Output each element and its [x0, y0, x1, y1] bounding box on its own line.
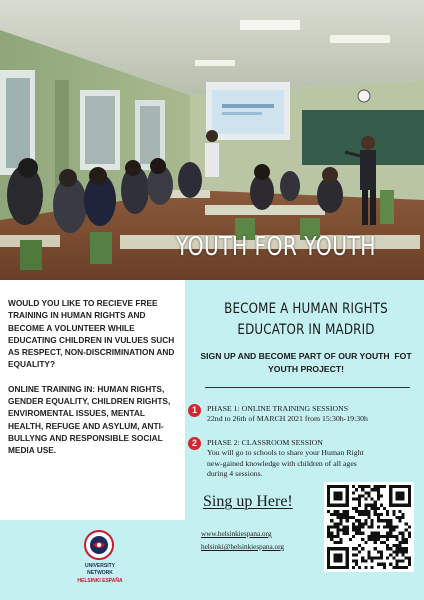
website-link[interactable]: www.helsinkiespana.org: [201, 530, 272, 538]
phase2-block: [207, 438, 417, 479]
logo-text-helsinki: HELSINKI ESPAÑA: [77, 578, 123, 584]
section-divider: [205, 387, 410, 388]
sub-heading-line2: YOUTH PROJECT!: [268, 363, 344, 374]
intro-paragraph: WOULD YOU LIKE TO RECIEVE FREE TRAINING IN HUMAN RIGHTS AND BECOME A VOLUNTEER WHILE EDUCATING CHILDREN IN VULUES SUCH AS RESPECT, NON-DISCRIMINATION AND EQUALITY?: [8, 298, 175, 370]
qr-code-icon[interactable]: [324, 482, 414, 572]
phase2-title: PHASE 2: CLASSROOM SESSION: [207, 438, 323, 447]
logo-text-network: NETWORK: [87, 570, 113, 576]
sub-heading-line1: SIGN UP AND BECOME PART OF OUR YOUTH FOT: [200, 351, 412, 361]
sub-heading: [191, 350, 421, 375]
phase1-title: PHASE 1: ONLINE TRAINING SESSIONS: [207, 404, 349, 413]
logo-text-university: UNIVERSITY: [84, 563, 115, 569]
phase1-block: [207, 404, 417, 425]
phase2-detail-line2: new-gained knowledge with children of all ages: [207, 458, 357, 468]
phase1-number-icon: 1: [188, 404, 201, 417]
main-heading-line1: BECOME A HUMAN RIGHTS: [224, 301, 388, 317]
signup-link[interactable]: Sing up Here!: [203, 493, 293, 510]
phase2-detail-line1: You will go to schools to share your Human Right: [207, 448, 364, 458]
email-link[interactable]: helsinki@helsinkiespana.org: [201, 543, 284, 551]
contact-links: [201, 528, 321, 554]
main-heading: [213, 299, 398, 341]
topics-paragraph: ONLINE TRAINING IN: HUMAN RIGHTS, GENDER EQUALITY, CHILDREN RIGHTS, ENVIROMENTAL ISSUES, MENTAL HEALTH, REFUGE AND ASYLUM, ANTI-BULLYNG AND RESPONSIBLE SOCIAL MEDIA USE.: [8, 383, 171, 456]
main-heading-line2: EDUCATOR IN MADRID: [237, 322, 375, 338]
classroom-photo: [0, 0, 424, 280]
phase2-detail-line3: during 4 sessions.: [207, 468, 263, 478]
hero-title: YOUTH FOR YOUTH: [176, 232, 376, 262]
phase1-detail: 22nd to 26th of MARCH 2021 from 15:30h-19:30h: [207, 414, 368, 424]
left-info-text: [8, 297, 182, 469]
helsinki-seal-icon: [84, 530, 114, 560]
phase2-number-icon: 2: [188, 437, 201, 450]
university-network-logo: [64, 528, 136, 598]
